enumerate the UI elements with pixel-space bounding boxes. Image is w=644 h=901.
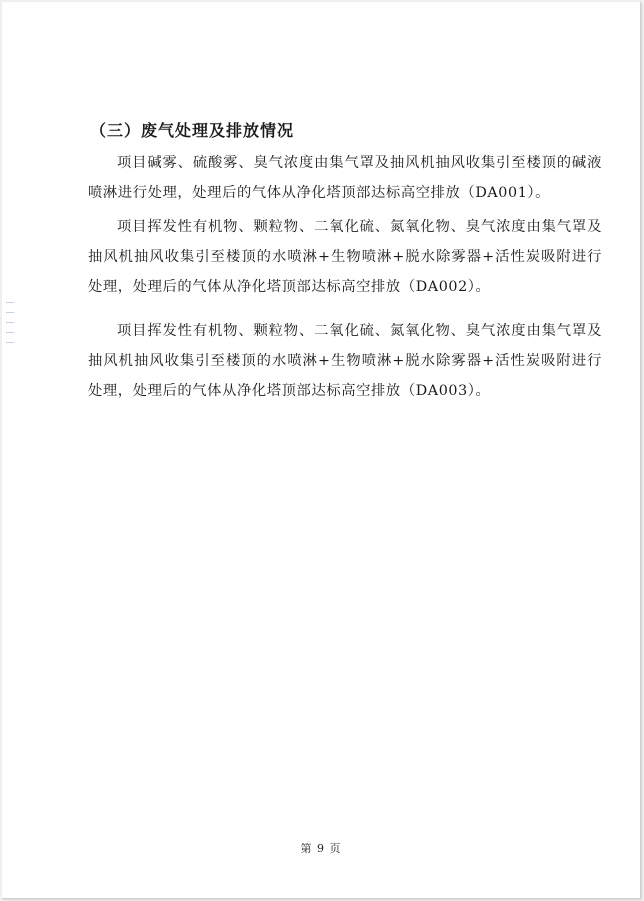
page-number: 第 9 页 <box>300 842 342 855</box>
document-page <box>2 2 641 899</box>
paragraph-2: 项目挥发性有机物、颗粒物、二氧化硫、氮氧化物、臭气浓度由集气罩及抽风机抽风收集引至楼顶的水喷淋+生物喷淋+脱水除雾器+活性炭吸附进行处理，处理后的气体从净化塔顶部达标高空排放（DA002）。 <box>88 219 602 295</box>
paragraph-1: 项目碱雾、硫酸雾、臭气浓度由集气罩及抽风机抽风收集引至楼顶的碱液喷淋进行处理，处理后的气体从净化塔顶部达标高空排放（DA001）。 <box>88 155 602 201</box>
section-heading: （三）废气处理及排放情况 <box>90 121 295 140</box>
margin-marks <box>6 302 16 362</box>
paragraph-3: 项目挥发性有机物、颗粒物、二氧化硫、氮氧化物、臭气浓度由集气罩及抽风机抽风收集引至楼顶的水喷淋+生物喷淋+脱水除雾器+活性炭吸附进行处理，处理后的气体从净化塔顶部达标高空排放（DA003）。 <box>88 323 602 399</box>
